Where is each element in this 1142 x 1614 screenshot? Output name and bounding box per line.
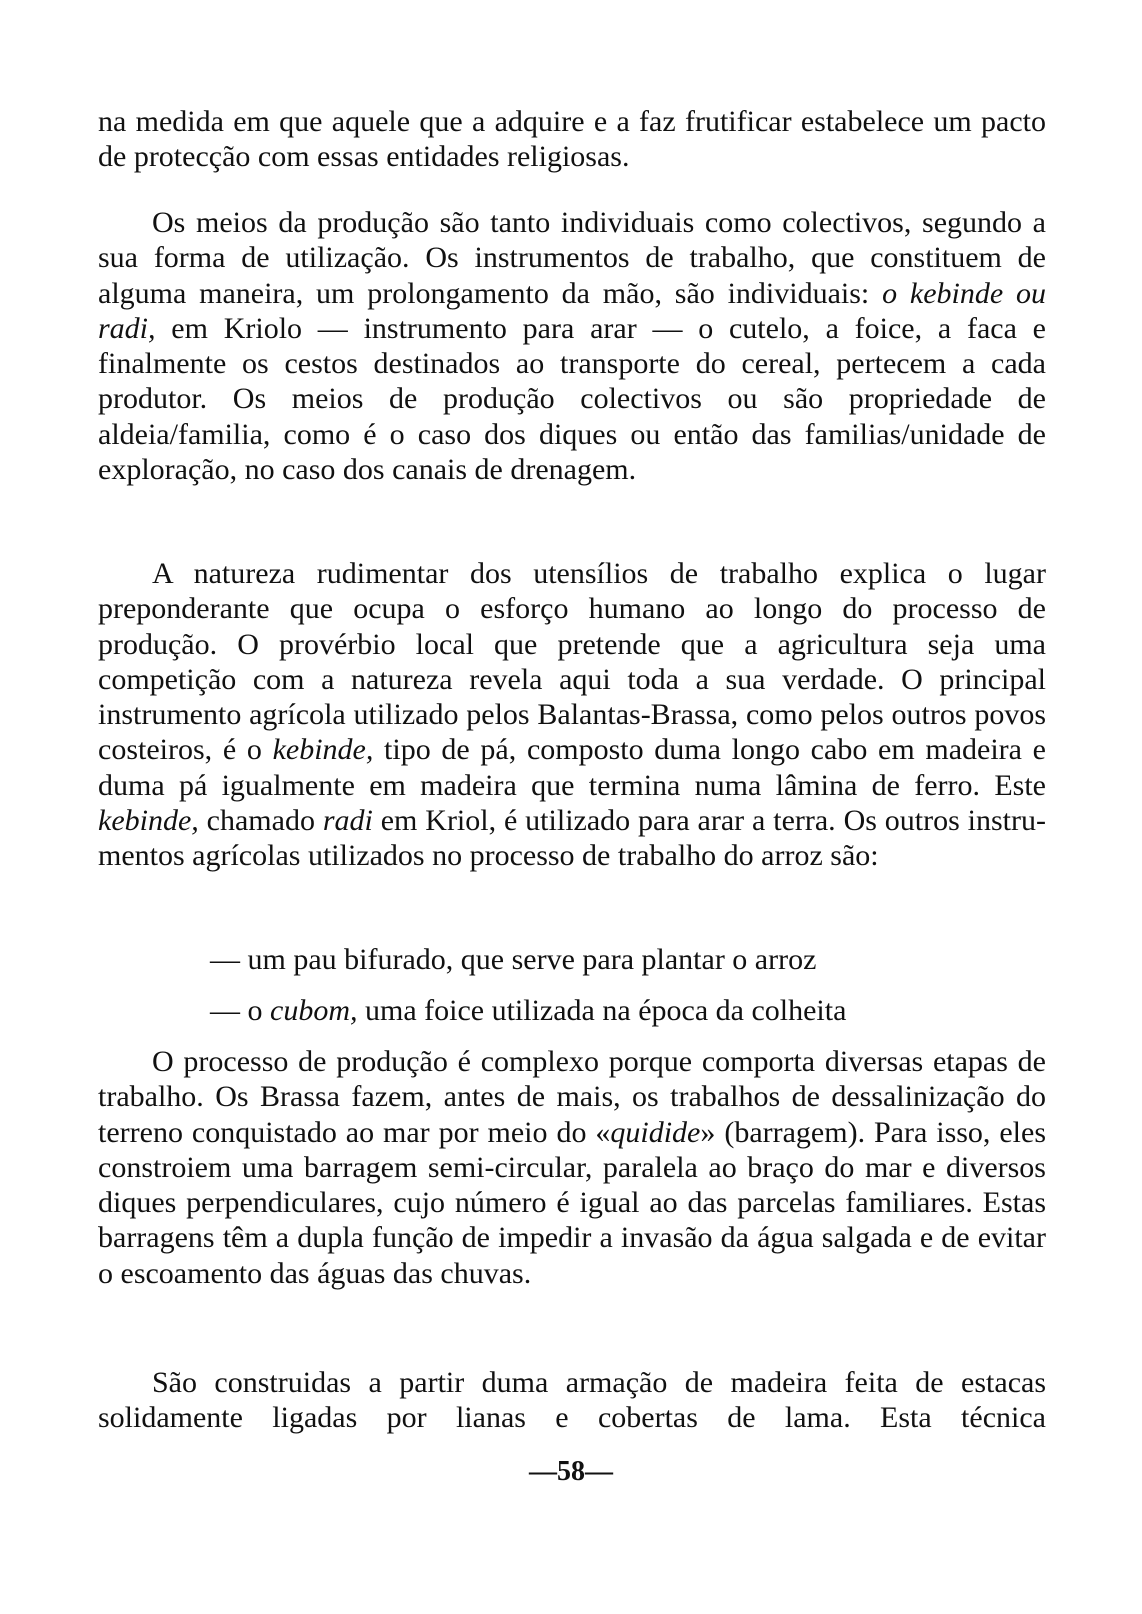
paragraph-4-text-a: O processo de produção é complexo porque comporta diversas etapas de trabalho. Os Brassa fazem, antes de mais, os trabalhos de dessalinização do terreno conquistado ao mar por meio do « bbox=[98, 1045, 1046, 1149]
page-number: —58— bbox=[529, 1456, 613, 1487]
paragraph-3-italic-kebinde-2: kebinde, bbox=[98, 804, 199, 838]
paragraph-1 bbox=[98, 104, 1046, 175]
paragraph-4-text-b: » (barragem). Para isso, eles constroiem uma barragem semi-circular, paralela ao braço do mar e diversos diques perpendiculares, cujo número é igual ao das parcelas familiares. Estas barragens têm a dupla função de impedir a invasão da água salgada e de evitar o escoamento das águas das chuvas. bbox=[98, 1115, 1046, 1290]
paragraph-3 bbox=[98, 556, 1046, 874]
list-item-2-text-b: uma foice utilizada na época da colheita bbox=[357, 994, 847, 1027]
paragraph-3-italic-radi: radi bbox=[322, 804, 373, 838]
paragraph-2-text-b: em Kriolo — instrumento para arar — o cutelo, a foice, a faca e finalmente os cestos destinados ao transporte do cereal, pertecem a cada produtor. Os meios de produção colectivos ou são propriedade de aldeia/familia, como é o caso dos diques ou então das familias/unidade de exploração, no caso dos canais de drenagem. bbox=[98, 311, 1046, 487]
paragraph-3-text-a: A natureza rudimentar dos utensílios de trabalho explica o lugar preponderante que ocupa o esforço humano ao longo do processo de produção. O provérbio local que pretende que a agricultura seja uma competição com a natureza revela aqui toda a sua verdade. O principal instrumento agrícola utilizado pelos Balantas-Brassa, como pelos outros povos costeiros, é o bbox=[98, 557, 1046, 767]
paragraph-3-text-c: chamado bbox=[198, 804, 323, 838]
paragraph-1-text: na medida em que aquele que a adquire e a faz frutificar estabelece um pacto de protecção com essas entidades religiosas. bbox=[98, 105, 1046, 174]
list-item bbox=[210, 942, 1046, 977]
list-item-2-italic-cubom: cubom, bbox=[270, 994, 358, 1027]
paragraph-2 bbox=[98, 205, 1046, 487]
list-item-2-text-a: — o bbox=[210, 994, 270, 1027]
paragraph-5 bbox=[98, 1365, 1046, 1436]
paragraph-3-text-b: tipo de pá, composto duma longo cabo em madeira e duma pá igualmente em madeira que termina numa lâmina de ferro. Este bbox=[98, 733, 1046, 802]
paragraph-3-text-d: em Kriol, é utilizado para arar a terra. Os outros instrumentos agrícolas utilizados no processo de trabalho do arroz são: bbox=[98, 804, 1047, 873]
paragraph-4 bbox=[98, 1044, 1046, 1291]
list-item-1-text: — um pau bifurado, que serve para plantar o arroz bbox=[210, 943, 817, 976]
list-item bbox=[210, 993, 1046, 1028]
paragraph-3-italic-kebinde-1: kebinde, bbox=[272, 733, 374, 767]
paragraph-2-text-a: Os meios da produção são tanto individuais como colectivos, segundo a sua forma de utilização. Os instrumentos de trabalho, que constituem de alguma maneira, um prolongamento da mão, são individuais: bbox=[98, 206, 1046, 310]
paragraph-5-text: São construidas a partir duma armação de madeira feita de estacas solidamente ligadas por lianas e cobertas de lama. Esta técnica bbox=[98, 1366, 1046, 1435]
paragraph-2-italic-kebinde-radi: o kebinde ou radi, bbox=[98, 276, 1047, 345]
paragraph-4-italic-quidide: quidide bbox=[610, 1115, 701, 1149]
